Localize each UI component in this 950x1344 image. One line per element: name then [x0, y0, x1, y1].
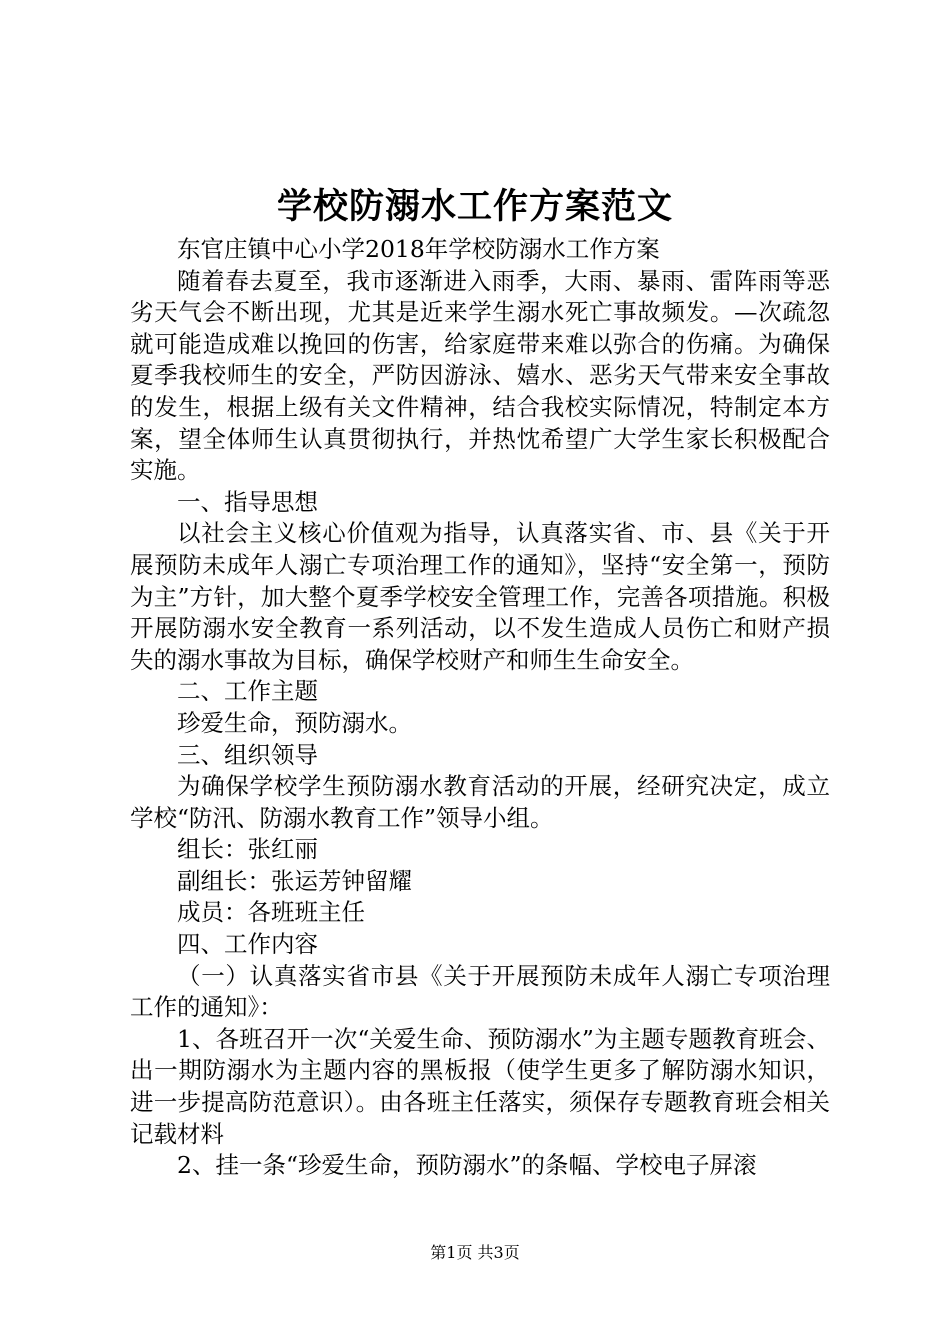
section-heading-work-theme: 二、工作主题	[177, 677, 318, 706]
paragraph-work-theme: 珍爱生命，预防溺水。	[177, 708, 412, 737]
document-body	[130, 234, 830, 1182]
paragraph-item-two: 2、挂一条“珍爱生命，预防溺水”的条幅、学校电子屏滚	[177, 1151, 757, 1180]
paragraph-school-heading: 东官庄镇中心小学2018年学校防溺水工作方案	[177, 235, 660, 263]
paragraph-deputy-leader: 副组长：张运芳钟留耀	[177, 866, 412, 895]
paragraph-members: 成员：各班班主任	[177, 898, 365, 927]
paragraph-organization: 为确保学校学生预防溺水教育活动的开展，经研究决定，成立学校“防汛、防溺水教育工作”领导小组。	[130, 772, 830, 832]
document-title: 学校防溺水工作方案范文	[276, 186, 673, 227]
paragraph-group-leader: 组长：张红丽	[177, 835, 318, 864]
paragraph-intro: 随着春去夏至，我市逐渐进入雨季，大雨、暴雨、雷阵雨等恶劣天气会不断出现，尤其是近来学生溺水死亡事故频发。—次疏忽就可能造成难以挽回的伤害，给家庭带来难以弥合的伤痛。为确保夏季我校师生的安全，严防因游泳、嬉水、恶劣天气带来安全事故的发生，根据上级有关文件精神，结合我校实际情况，特制定本方案，望全体师生认真贯彻执行，并热忱希望广大学生家长积极配合实施。	[130, 266, 830, 485]
paragraph-subsection-one: （一）认真落实省市县《关于开展预防未成年人溺亡专项治理工作的通知》：	[130, 961, 830, 1022]
section-heading-guiding-ideology: 一、指导思想	[177, 487, 318, 516]
section-heading-work-content: 四、工作内容	[177, 930, 318, 959]
page-footer: 第1页 共3页	[430, 1243, 520, 1262]
paragraph-guiding-ideology: 以社会主义核心价值观为指导，认真落实省、市、县《关于开展预防未成年人溺亡专项治理工作的通知》，坚持“安全第一，预防为主”方针，加大整个夏季学校安全管理工作，完善各项措施。积极开展防溺水安全教育一系列活动，以不发生造成人员伤亡和财产损失的溺水事故为目标，确保学校财产和师生生命安全。	[130, 519, 830, 674]
paragraph-item-one: 1、各班召开一次“关爱生命、预防溺水”为主题专题教育班会、出一期防溺水为主题内容的黑板报（使学生更多了解防溺水知识，进一步提高防范意识）。由各班主任落实，须保存专题教育班会相关记载材料	[130, 1024, 830, 1148]
section-heading-organization: 三、组织领导	[177, 740, 318, 769]
